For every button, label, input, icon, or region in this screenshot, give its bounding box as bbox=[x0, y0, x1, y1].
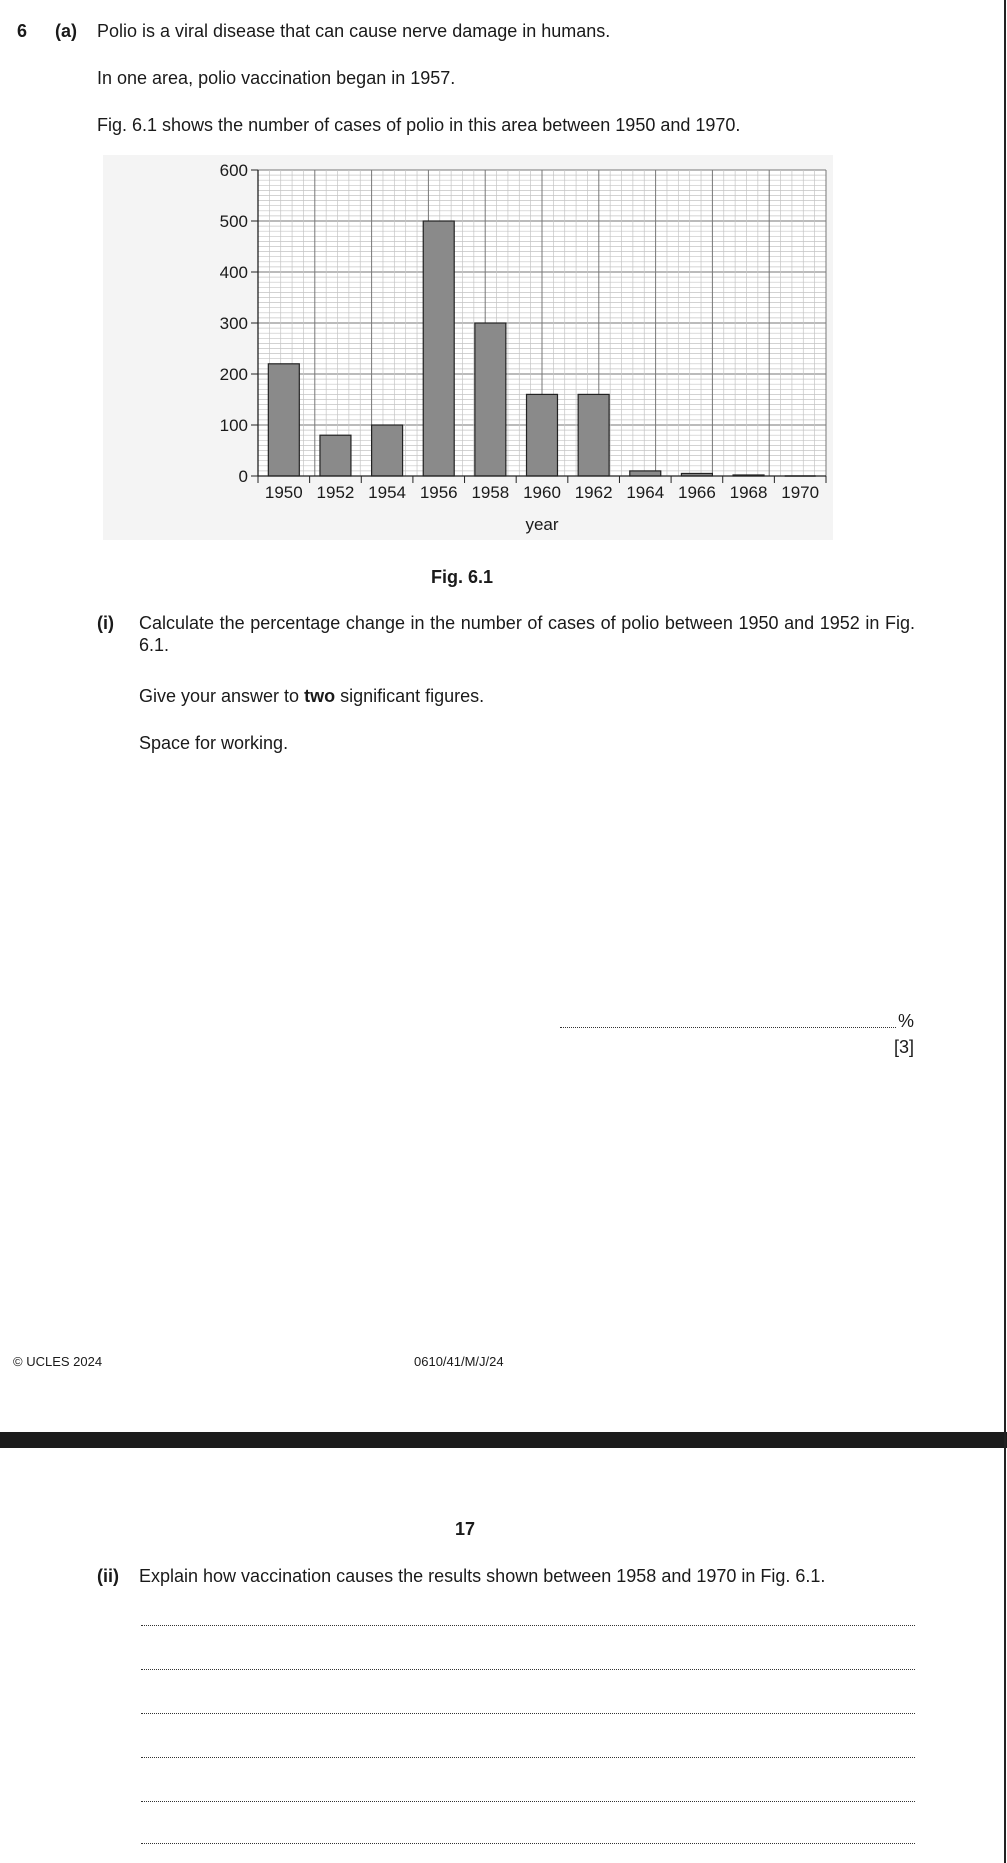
sig-fig-post: significant figures. bbox=[335, 686, 485, 706]
copyright: © UCLES 2024 bbox=[13, 1354, 103, 1369]
marks-label: [3] bbox=[894, 1037, 915, 1057]
y-tick-label: 500 bbox=[219, 212, 248, 231]
y-tick-label: 0 bbox=[238, 467, 248, 486]
x-tick-label: 1956 bbox=[419, 483, 458, 502]
x-tick-label: 1966 bbox=[677, 483, 716, 502]
page-divider bbox=[0, 1432, 1007, 1448]
bar-1964 bbox=[630, 471, 661, 476]
figure-reference-text: Fig. 6.1 shows the number of cases of polio in this area between 1950 and 1970. bbox=[97, 115, 741, 135]
y-tick-label: 100 bbox=[219, 416, 248, 435]
answer-line[interactable] bbox=[141, 1757, 915, 1758]
part-ii-question: Explain how vaccination causes the results shown between 1958 and 1970 in Fig. 6.1. bbox=[139, 1566, 826, 1586]
bar-1950 bbox=[268, 364, 299, 476]
paper-code: 0610/41/M/J/24 bbox=[414, 1354, 504, 1369]
x-tick-label: 1954 bbox=[368, 483, 407, 502]
bar-1960 bbox=[527, 394, 558, 476]
bar-1958 bbox=[475, 323, 506, 476]
y-tick-label: 400 bbox=[219, 263, 248, 282]
working-label: Space for working. bbox=[139, 733, 289, 753]
polio-bar-chart bbox=[103, 155, 833, 540]
page-edge bbox=[1004, 0, 1006, 1863]
bar-1962 bbox=[578, 394, 609, 476]
answer-line[interactable] bbox=[141, 1625, 915, 1626]
x-tick-label: 1964 bbox=[626, 483, 665, 502]
x-axis-title: year bbox=[525, 515, 559, 534]
intro-text: Polio is a viral disease that can cause nerve damage in humans. bbox=[97, 21, 611, 41]
sig-fig-pre: Give your answer to bbox=[139, 686, 305, 706]
vaccination-text: In one area, polio vaccination began in 1957. bbox=[97, 68, 456, 88]
y-tick-label: 300 bbox=[219, 314, 248, 333]
part-label-a: (a) bbox=[55, 21, 77, 41]
sig-fig-instruction bbox=[139, 685, 484, 707]
x-tick-label: 1968 bbox=[729, 483, 768, 502]
part-i-question: Calculate the percentage change in the number of cases of polio between 1950 and 1952 in Fig. 6.1. bbox=[139, 613, 915, 655]
answer-line[interactable] bbox=[560, 1027, 896, 1028]
x-tick-label: 1970 bbox=[781, 483, 820, 502]
percent-unit: % bbox=[898, 1011, 915, 1031]
figure-caption: Fig. 6.1 bbox=[431, 567, 494, 587]
x-tick-label: 1952 bbox=[316, 483, 355, 502]
part-label-ii: (ii) bbox=[97, 1566, 119, 1586]
x-tick-label: 1958 bbox=[471, 483, 510, 502]
x-tick-label: 1962 bbox=[574, 483, 613, 502]
bar-1954 bbox=[372, 425, 403, 476]
page-number: 17 bbox=[455, 1519, 476, 1539]
bar-1952 bbox=[320, 435, 351, 476]
x-tick-label: 1950 bbox=[264, 483, 303, 502]
answer-line[interactable] bbox=[141, 1713, 915, 1714]
sig-fig-bold: two bbox=[304, 686, 336, 706]
part-label-i: (i) bbox=[97, 613, 114, 633]
bar-1956 bbox=[423, 221, 454, 476]
y-tick-label: 200 bbox=[219, 365, 248, 384]
answer-line[interactable] bbox=[141, 1669, 915, 1670]
question-number: 6 bbox=[17, 21, 28, 41]
answer-line[interactable] bbox=[141, 1801, 915, 1802]
answer-line[interactable] bbox=[141, 1843, 915, 1844]
y-tick-label: 600 bbox=[219, 161, 248, 180]
x-tick-label: 1960 bbox=[523, 483, 561, 502]
